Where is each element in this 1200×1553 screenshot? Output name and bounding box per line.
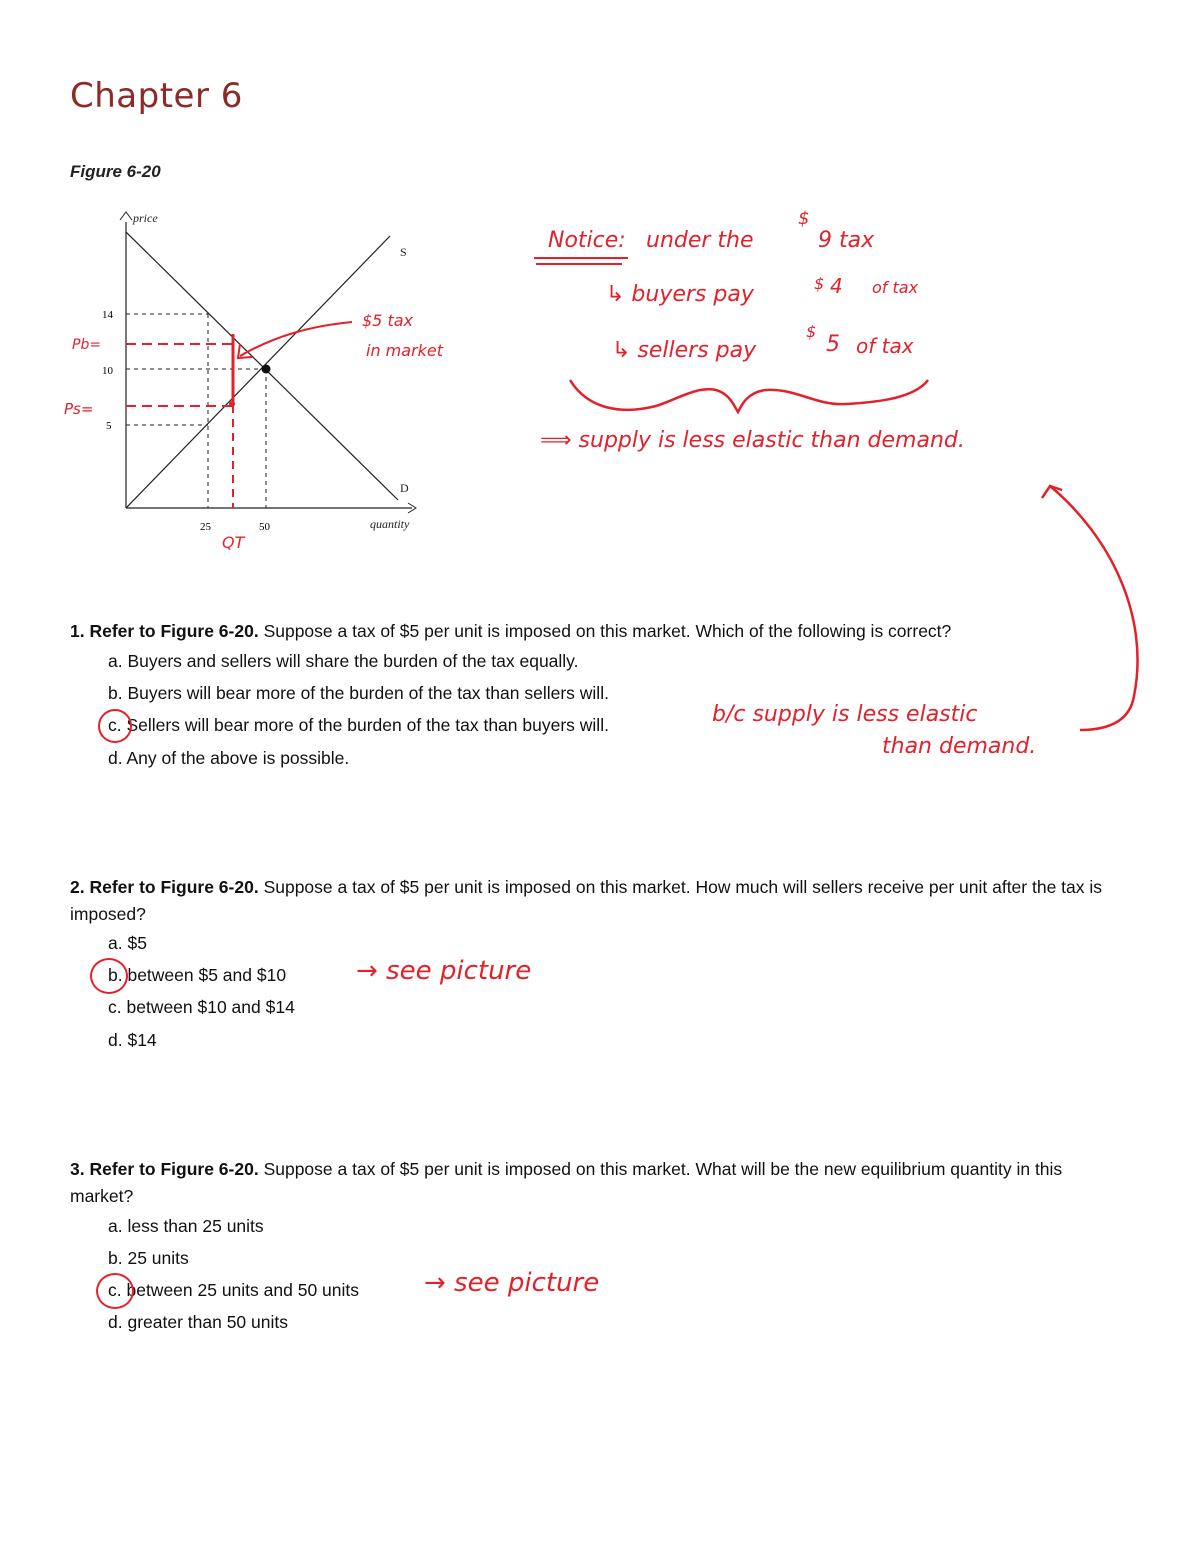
tax-note-1: $5 tax: [362, 311, 413, 330]
question-2-number: 2.: [70, 877, 85, 897]
sellers-line-1: ↳ sellers pay: [612, 338, 757, 363]
pb-label: Pb=: [72, 337, 102, 353]
bc-line-2: than demand.: [882, 734, 1037, 759]
q2-answer-circle: [90, 958, 128, 994]
see-picture-1: → see picture: [356, 956, 532, 986]
q3-option-a[interactable]: a. less than 25 units: [108, 1216, 264, 1236]
question-1: [70, 618, 1130, 645]
ps-label: Ps=: [64, 400, 94, 418]
question-1-number: 1.: [70, 621, 85, 641]
question-1-ref: Refer to Figure 6-20.: [89, 621, 259, 641]
y-tick-10: 10: [102, 365, 113, 377]
q3-option-b[interactable]: b. 25 units: [108, 1248, 189, 1268]
y-tick-5: 5: [106, 420, 112, 432]
q2-option-a[interactable]: a. $5: [108, 933, 147, 953]
q3-option-d[interactable]: d. greater than 50 units: [108, 1312, 288, 1332]
notice-dollar: $: [798, 208, 810, 229]
sellers-amount-sym: $: [806, 322, 817, 341]
question-2: [70, 874, 1130, 928]
sellers-line-2: of tax: [856, 334, 914, 358]
question-3-ref: Refer to Figure 6-20.: [89, 1159, 259, 1179]
supply-label: S: [400, 245, 407, 259]
notice-rest-2: 9 tax: [818, 228, 875, 253]
y-axis-arrow: [120, 212, 132, 220]
q3-answer-circle: [96, 1273, 134, 1309]
y-tick-14: 14: [102, 309, 113, 321]
q2-option-b[interactable]: b. between $5 and $10: [108, 965, 287, 985]
figure-caption: Figure 6-20: [70, 162, 161, 181]
tax-arrow: [240, 322, 352, 356]
q2-option-d[interactable]: d. $14: [108, 1030, 157, 1050]
notice-underline: [532, 254, 632, 268]
question-2-ref: Refer to Figure 6-20.: [89, 877, 259, 897]
x-tick-50: 50: [259, 521, 270, 533]
q2-option-c[interactable]: c. between $10 and $14: [108, 997, 295, 1017]
question-2-stem: Suppose a tax of $5 per unit is imposed on this market. How much will sellers receive per unit after the tax is imposed?: [70, 877, 1103, 924]
question-3-stem: Suppose a tax of $5 per unit is imposed on this market. What will be the new equilibrium quantity in this market?: [70, 1159, 1063, 1206]
q1-answer-circle: [98, 709, 132, 743]
bc-line-1: b/c supply is less elastic: [712, 702, 978, 727]
ps-point: [229, 401, 235, 407]
demand-curve: [126, 232, 398, 500]
demand-label: D: [400, 481, 409, 495]
notice-rest-1: under the: [646, 228, 754, 253]
buyers-line-1: ↳ buyers pay: [606, 282, 754, 307]
see-picture-2: → see picture: [424, 1268, 600, 1298]
qt-label: QT: [222, 533, 245, 552]
conclusion-line: ⟹ supply is less elastic than demand.: [540, 428, 965, 453]
equilibrium-point: [262, 365, 271, 374]
sellers-amount: 5: [826, 332, 840, 357]
buyers-amount-sym: $: [814, 274, 825, 293]
q1-option-b[interactable]: b. Buyers will bear more of the burden of the tax than sellers will.: [108, 683, 609, 703]
q1-option-d[interactable]: d. Any of the above is possible.: [108, 748, 350, 768]
q3-option-c[interactable]: c. between 25 units and 50 units: [108, 1280, 360, 1300]
notice-label: Notice:: [548, 228, 626, 253]
buyers-line-2: of tax: [872, 278, 919, 297]
curly-brace: [566, 376, 946, 426]
chapter-title: Chapter 6: [70, 76, 243, 116]
tax-note-2: in market: [366, 341, 444, 360]
question-3: [70, 1156, 1130, 1210]
y-axis-label: price: [133, 211, 158, 225]
x-axis-label: quantity: [370, 517, 410, 531]
long-curved-arrow: [1030, 476, 1150, 736]
supply-demand-graph: [0, 0, 520, 560]
q1-option-c[interactable]: c. Sellers will bear more of the burden of the tax than buyers will.: [108, 715, 609, 735]
buyers-amount: 4: [830, 274, 843, 298]
question-3-number: 3.: [70, 1159, 85, 1179]
question-1-stem: Suppose a tax of $5 per unit is imposed on this market. Which of the following is correct?: [258, 621, 952, 641]
supply-curve: [126, 236, 390, 508]
x-tick-25: 25: [200, 521, 211, 533]
q1-option-a[interactable]: a. Buyers and sellers will share the burden of the tax equally.: [108, 651, 579, 671]
